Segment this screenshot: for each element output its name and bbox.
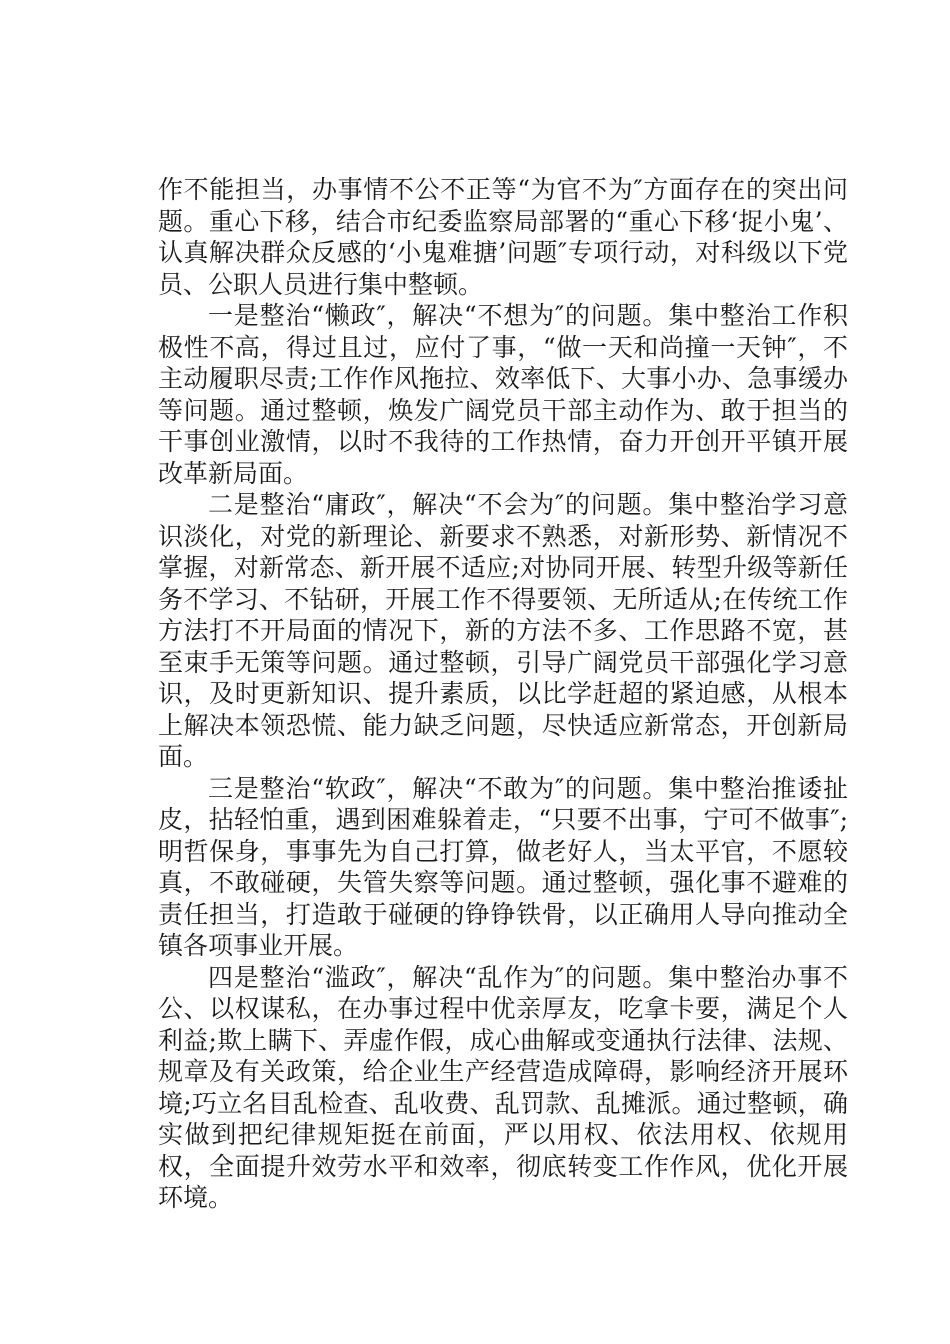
paragraph-abusive-governance: 四是整治“滥政″，解决“乱作为″的问题。集中整治办事不公、以权谋私，在办事过程中优亲厚友，吃拿卡要，满足个人利益;欺上瞒下、弄虚作假，成心曲解或变通执行法律、法规、规章及有关政策，给企业生产经营造成障碍，影响经济开展环境;巧立名目乱检查、乱收费、乱罚款、乱摊派。通过整顿，确实做到把纪律规矩挺在前面，严以用权、依法用权、依规用权，全面提升效劳水平和效率，彻底转变工作作风，优化开展环境。 [158,962,848,1212]
paragraph-weak-governance: 三是整治“软政″，解决“不敢为″的问题。集中整治推诿扯皮，拈轻怕重，遇到困难躲着走，“只要不出事，宁可不做事″;明哲保身，事事先为自己打算，做老好人，当太平官，不愿较真，不敢碰硬，失管失察等问题。通过整顿，强化事不避难的责任担当，打造敢于碰硬的铮铮铁骨，以正确用人导向推动全镇各项事业开展。 [158,773,848,960]
document-body [158,174,848,1214]
paragraph-mediocre-governance: 二是整治“庸政″，解决“不会为″的问题。集中整治学习意识淡化，对党的新理论、新要求不熟悉，对新形势、新情况不掌握，对新常态、新开展不适应;对协同开展、转型升级等新任务不学习、不钻研，开展工作不得要领、无所适从;在传统工作方法打不开局面的情况下，新的方法不多、工作思路不宽，甚至束手无策等问题。通过整顿，引导广阔党员干部强化学习意识，及时更新知识、提升素质，以比学赶超的紧迫感，从根本上解决本领恐慌、能力缺乏问题，尽快适应新常态，开创新局面。 [158,490,848,771]
paragraph-lazy-governance: 一是整治“懒政″，解决“不想为″的问题。集中整治工作积极性不高，得过且过，应付了事，“做一天和尚撞一天钟″，不主动履职尽责;工作作风拖拉、效率低下、大事小办、急事缓办等问题。通过整顿，焕发广阔党员干部主动作为、敢于担当的干事创业激情，以时不我待的工作热情，奋力开创开平镇开展改革新局面。 [158,301,848,488]
paragraph-continuation: 作不能担当，办事情不公不正等“为官不为″方面存在的突出问题。重心下移，结合市纪委监察局部署的“重心下移‘捉小鬼’、认真解决群众反感的‘小鬼难搪’问题″专项行动，对科级以下党员、公职人员进行集中整顿。 [158,175,848,299]
